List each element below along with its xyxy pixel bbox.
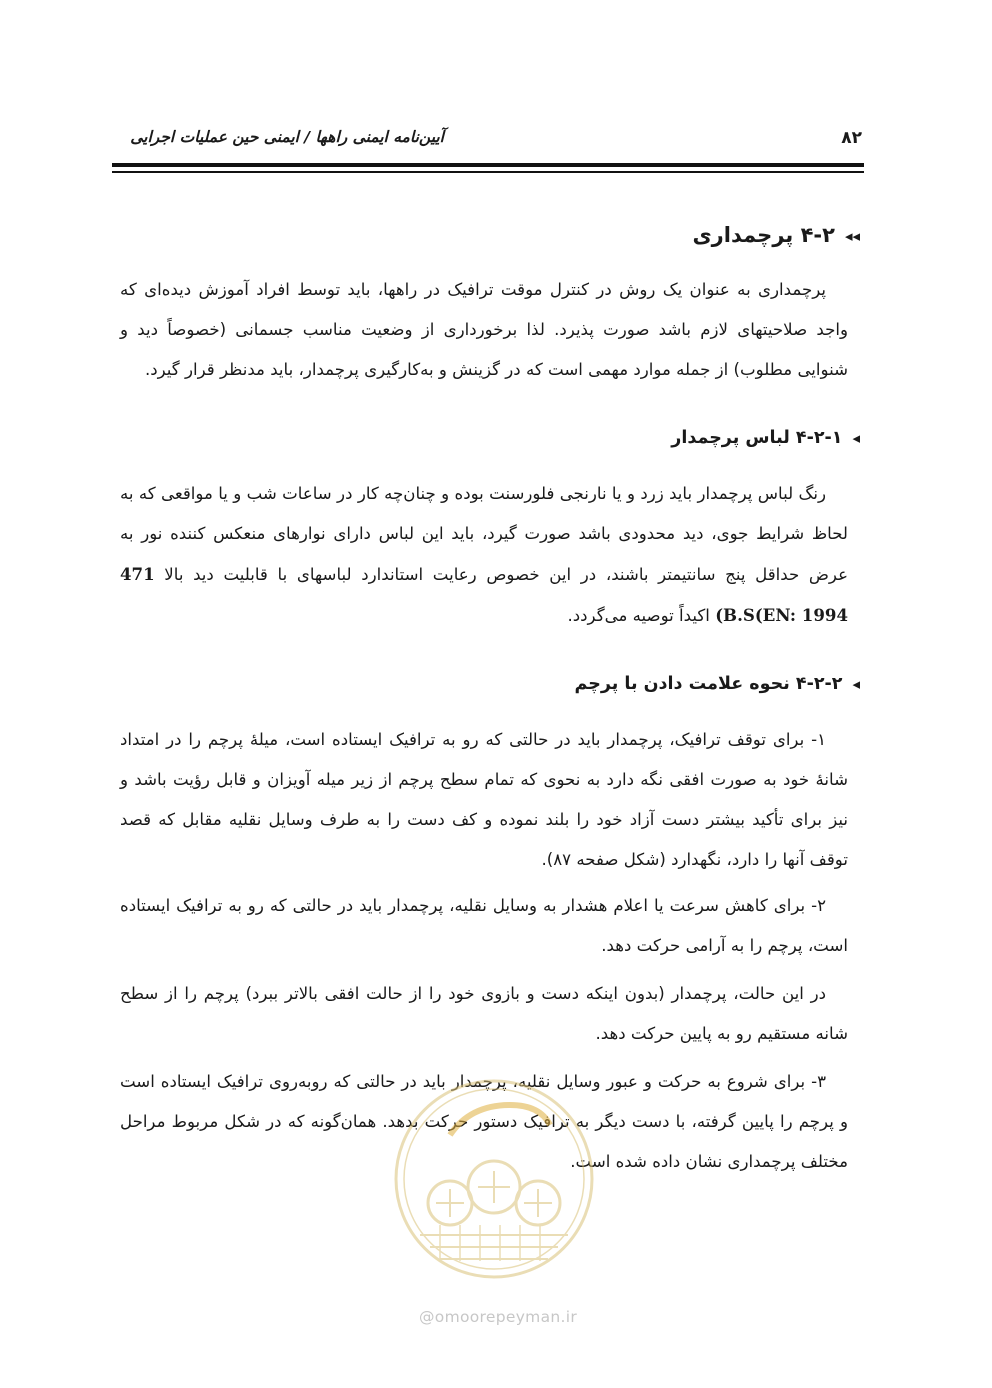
subsection-1-paragraph <box>120 474 848 636</box>
subsection-heading-1-text: ۴-۲-۱ لباس پرچمدار <box>671 428 843 448</box>
section-heading <box>692 223 860 247</box>
arrow-icon: ◂ <box>852 429 860 447</box>
subsection-1-body <box>120 474 848 636</box>
running-header-title: آیین‌نامه ایمنی راهها / ایمنی حین عملیات اجرایی <box>130 128 444 146</box>
item-2-note-paragraph: در این حالت، پرچمدار (بدون اینکه دست و بازوی خود را از حالت افقی بالاتر ببرد) پرچم را از سطح شانه مستقیم رو به پایین حرکت دهد. <box>120 984 848 1043</box>
subsection-heading-2-text: ۴-۲-۲ نحوه علامت دادن با پرچم <box>574 674 843 694</box>
double-arrow-icon: ◂◂ <box>844 227 860 245</box>
watermark-url: @omoorepeyman.ir <box>419 1308 577 1326</box>
header-rule-thin <box>112 171 864 173</box>
subsection-1-text: رنگ لباس پرچمدار باید زرد و یا نارنجی فلورسنت بوده و چنان‌چه کار در ساعات شب و یا مواقعی که به لحاظ شرایط جوی، دید محدودی باشد صورت گیرد، باید این لباس دارای نوارهای منعکس کننده نور به عرض حداقل پنج سانتیمتر باشند، در این خصوص رعایت استاندارد لباسهای با قابلیت دید بالا <box>120 484 848 584</box>
section-intro-paragraph <box>120 270 848 390</box>
standard-code: 471 (B.S(EN: 1994 <box>120 564 848 625</box>
subsection-heading-1 <box>671 428 860 448</box>
section-heading-text: ۴-۲ پرچمداری <box>692 223 835 247</box>
page-number: ۸۲ <box>841 128 862 148</box>
watermark-seal <box>390 1075 598 1285</box>
item-2-paragraph: ۲- برای کاهش سرعت یا اعلام هشدار به وسایل نقلیه، پرچمدار باید در حالتی که رو به ترافیک ایستاده است، پرچم را به آرامی حرکت دهد. <box>120 896 848 955</box>
item-3-paragraph: ۳- برای شروع به حرکت و عبور وسایل نقلیه، پرچمدار باید در حالتی که روبه‌روی ترافیک ایستاده است و پرچم را پایین گرفته، با دست دیگر به ترافیک دستور حرکت بدهد. همان‌گونه که در شکل مربوط مراحل مختلف پرچمداری نشان داده شده است. <box>120 1072 848 1171</box>
subsection-heading-2 <box>575 674 861 694</box>
header-rule-thick <box>112 163 864 167</box>
arrow-icon: ◂ <box>852 675 860 693</box>
intro-text: پرچمداری به عنوان یک روش در کنترل موقت ترافیک در راهها، باید توسط افراد آموزش دیده‌ای که واجد صلاحیتهای لازم باشد صورت پذیرد. لذا برخورداری از وضعیت مناسب جسمانی (خصوصاً دید و شنوایی مطلوب) از جمله موارد مهمی است که در گزینش و به‌کارگیری پرچمدار، باید مدنظر قرار گیرد. <box>120 280 848 379</box>
item-1-paragraph: ۱- برای توقف ترافیک، پرچمدار باید در حالتی که رو به ترافیک ایستاده است، میلهٔ پرچم را در امتداد شانهٔ خود به صورت افقی نگه دارد به نحوی که تمام سطح پرچم از زیر میله آویزان و قابل رؤیت باشد و نیز برای تأکید بیشتر دست آزاد خود را بلند نموده و کف دست را به طرف وسایل نقلیه مقابل که قصد توقف آنها را دارد، نگهدارد (شکل صفحه ۸۷). <box>120 730 848 869</box>
subsection-1-text-end: اکیداً توصیه می‌گردد. <box>567 606 716 625</box>
